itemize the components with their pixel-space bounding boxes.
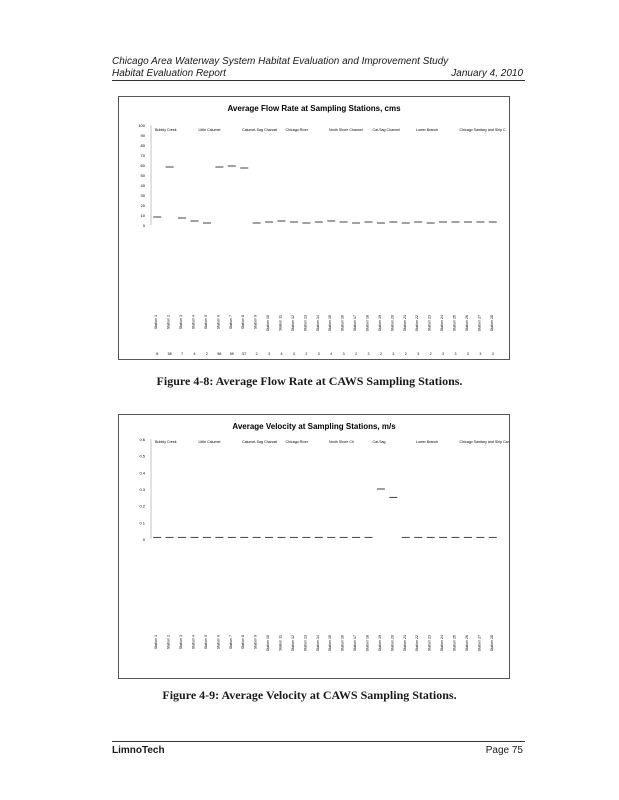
station-label: Station 20 xyxy=(390,635,395,652)
group-label: Chicago River xyxy=(285,440,309,444)
station-label: Station 6 xyxy=(216,635,221,650)
bottom-value-label: 7 xyxy=(181,352,184,356)
figure-velocity xyxy=(118,414,510,679)
y-tick-label: 0.6 xyxy=(139,437,145,442)
bottom-value-label: 3 xyxy=(466,352,469,356)
station-label: Station 22 xyxy=(415,315,420,332)
bottom-value-label: 8 xyxy=(156,352,159,356)
station-label: Station 1 xyxy=(154,315,159,330)
bottom-value-label: 3 xyxy=(342,352,345,356)
group-label: Bubbly Creek xyxy=(155,128,177,132)
bottom-value-label: 3 xyxy=(442,352,445,356)
station-label: Station 17 xyxy=(353,315,358,332)
bottom-value-label: 3 xyxy=(454,352,457,356)
group-label: Calumet-Sag Channel xyxy=(242,440,278,444)
document-header-date: January 4, 2010 xyxy=(451,68,523,79)
station-label: Station 19 xyxy=(377,315,382,332)
station-label: Station 25 xyxy=(452,635,457,652)
bottom-value-label: 59 xyxy=(229,352,234,356)
station-label: Station 14 xyxy=(315,315,320,332)
station-label: Station 18 xyxy=(365,635,370,652)
bottom-value-label: 58 xyxy=(167,352,172,356)
bottom-value-label: 2 xyxy=(305,352,308,356)
station-label: Station 16 xyxy=(340,635,345,652)
station-label: Station 1 xyxy=(154,635,159,650)
station-label: Station 2 xyxy=(166,315,171,330)
group-label: Calumet-Sag Channel xyxy=(242,128,278,132)
y-tick-label: 0.4 xyxy=(139,470,145,476)
group-label: North Shore Channel xyxy=(329,128,363,132)
station-label: Station 7 xyxy=(228,315,233,330)
y-tick-label: 60 xyxy=(140,163,145,168)
y-tick-label: 10 xyxy=(140,213,145,218)
bottom-value-label: 57 xyxy=(242,352,247,356)
station-label: Station 14 xyxy=(315,635,320,652)
station-label: Station 17 xyxy=(353,635,358,652)
station-label: Station 8 xyxy=(241,635,246,650)
y-tick-label: 50 xyxy=(140,173,145,178)
y-tick-label: 0 xyxy=(142,223,145,228)
group-label: Cal-Sag Channel xyxy=(372,128,400,132)
group-label: Lower Branch xyxy=(416,128,439,132)
bottom-value-label: 58 xyxy=(217,352,222,356)
group-label: Bubbly Creek xyxy=(155,440,177,444)
station-label: Station 12 xyxy=(290,315,295,332)
station-label: Station 7 xyxy=(228,635,233,650)
y-tick-label: 40 xyxy=(140,183,145,188)
station-label: Station 18 xyxy=(365,315,370,332)
bottom-value-label: 2 xyxy=(205,352,208,356)
velocity-chart xyxy=(119,415,509,678)
station-label: Station 11 xyxy=(278,315,283,331)
group-label: Chicago River xyxy=(285,128,309,132)
station-label: Station 24 xyxy=(440,315,445,332)
group-label: North Shore Ch xyxy=(329,440,354,444)
header-rule xyxy=(112,80,525,81)
bottom-value-label: 2 xyxy=(255,352,258,356)
station-label: Station 9 xyxy=(253,315,258,330)
station-label: Station 24 xyxy=(440,635,445,652)
y-tick-label: 0.5 xyxy=(139,453,145,459)
station-label: Station 3 xyxy=(179,635,184,650)
bottom-value-label: 3 xyxy=(392,352,395,356)
bottom-value-label: 2 xyxy=(429,352,432,356)
station-label: Station 5 xyxy=(203,635,208,650)
station-label: Station 25 xyxy=(452,315,457,332)
bottom-value-label: 3 xyxy=(417,352,420,356)
document-header-subtitle: Habitat Evaluation Report xyxy=(112,68,226,79)
bottom-value-label: 2 xyxy=(379,352,382,356)
group-label: Cal-Sag xyxy=(372,440,386,444)
station-label: Station 10 xyxy=(266,635,271,652)
y-tick-label: 0.1 xyxy=(139,520,145,526)
bottom-value-label: 3 xyxy=(479,352,482,356)
bottom-value-label: 4 xyxy=(280,352,283,356)
y-tick-label: 90 xyxy=(140,133,145,138)
station-label: Station 27 xyxy=(477,315,482,332)
station-label: Station 15 xyxy=(328,315,333,332)
chart-title: Average Flow Rate at Sampling Stations, cms xyxy=(227,104,401,113)
station-label: Station 2 xyxy=(166,635,171,650)
y-tick-label: 0.2 xyxy=(139,503,145,509)
bottom-value-label: 2 xyxy=(404,352,407,356)
station-label: Station 10 xyxy=(266,315,271,332)
station-label: Station 21 xyxy=(402,315,407,332)
station-label: Station 28 xyxy=(489,635,494,652)
footer-company: LimnoTech xyxy=(112,745,165,756)
document-header-title: Chicago Area Waterway System Habitat Evaluation and Improvement Study xyxy=(112,56,449,67)
group-label: Chicago Sanitary and Ship C xyxy=(459,128,506,132)
y-tick-label: 20 xyxy=(140,203,145,208)
station-label: Station 15 xyxy=(328,635,333,652)
group-label: Little Calumet xyxy=(198,128,221,132)
station-label: Station 12 xyxy=(290,635,295,652)
station-label: Station 13 xyxy=(303,315,308,332)
station-label: Station 16 xyxy=(340,315,345,332)
station-label: Station 3 xyxy=(179,315,184,330)
station-label: Station 4 xyxy=(191,315,196,330)
station-label: Station 6 xyxy=(216,315,221,330)
y-tick-label: 30 xyxy=(140,193,145,198)
station-label: Station 21 xyxy=(402,635,407,652)
bottom-value-label: 3 xyxy=(491,352,494,356)
bottom-value-label: 3 xyxy=(292,352,295,356)
figure-4-8-caption: Figure 4-8: Average Flow Rate at CAWS Sampling Stations. xyxy=(156,374,463,388)
bottom-value-label: 3 xyxy=(268,352,271,356)
footer-page-number: Page 75 xyxy=(485,745,523,756)
bottom-value-label: 4 xyxy=(193,352,196,356)
station-label: Station 28 xyxy=(489,315,494,332)
group-label: Little Calumet xyxy=(198,440,221,444)
chart-title: Average Velocity at Sampling Stations, m/s xyxy=(232,422,396,431)
station-label: Station 27 xyxy=(477,635,482,652)
bottom-value-label: 3 xyxy=(317,352,320,356)
bottom-value-label: 4 xyxy=(330,352,333,356)
station-label: Station 26 xyxy=(464,315,469,332)
figure-4-9-caption: Figure 4-9: Average Velocity at CAWS Sampling Stations. xyxy=(162,688,457,702)
station-label: Station 13 xyxy=(303,635,308,652)
y-tick-label: 0 xyxy=(142,537,145,542)
group-label: Chicago Sanitary and Ship Canal xyxy=(459,440,509,444)
station-label: Station 11 xyxy=(278,635,283,651)
station-label: Station 20 xyxy=(390,315,395,332)
flow-rate-chart xyxy=(119,97,509,359)
y-tick-label: 0.3 xyxy=(139,487,145,492)
footer-rule xyxy=(112,741,525,742)
bottom-value-label: 2 xyxy=(355,352,358,356)
y-tick-label: 80 xyxy=(140,143,145,148)
bottom-value-label: 3 xyxy=(367,352,370,356)
station-label: Station 22 xyxy=(415,635,420,652)
station-label: Station 26 xyxy=(464,635,469,652)
station-label: Station 8 xyxy=(241,315,246,330)
figure-flow-rate xyxy=(118,96,510,360)
group-label: Lower Branch xyxy=(416,440,439,444)
station-label: Station 4 xyxy=(191,635,196,650)
station-label: Station 23 xyxy=(427,315,432,332)
station-label: Station 9 xyxy=(253,635,258,650)
station-label: Station 19 xyxy=(377,635,382,652)
station-label: Station 5 xyxy=(203,315,208,330)
y-tick-label: 100 xyxy=(138,123,145,128)
y-tick-label: 70 xyxy=(140,153,145,158)
station-label: Station 23 xyxy=(427,635,432,652)
